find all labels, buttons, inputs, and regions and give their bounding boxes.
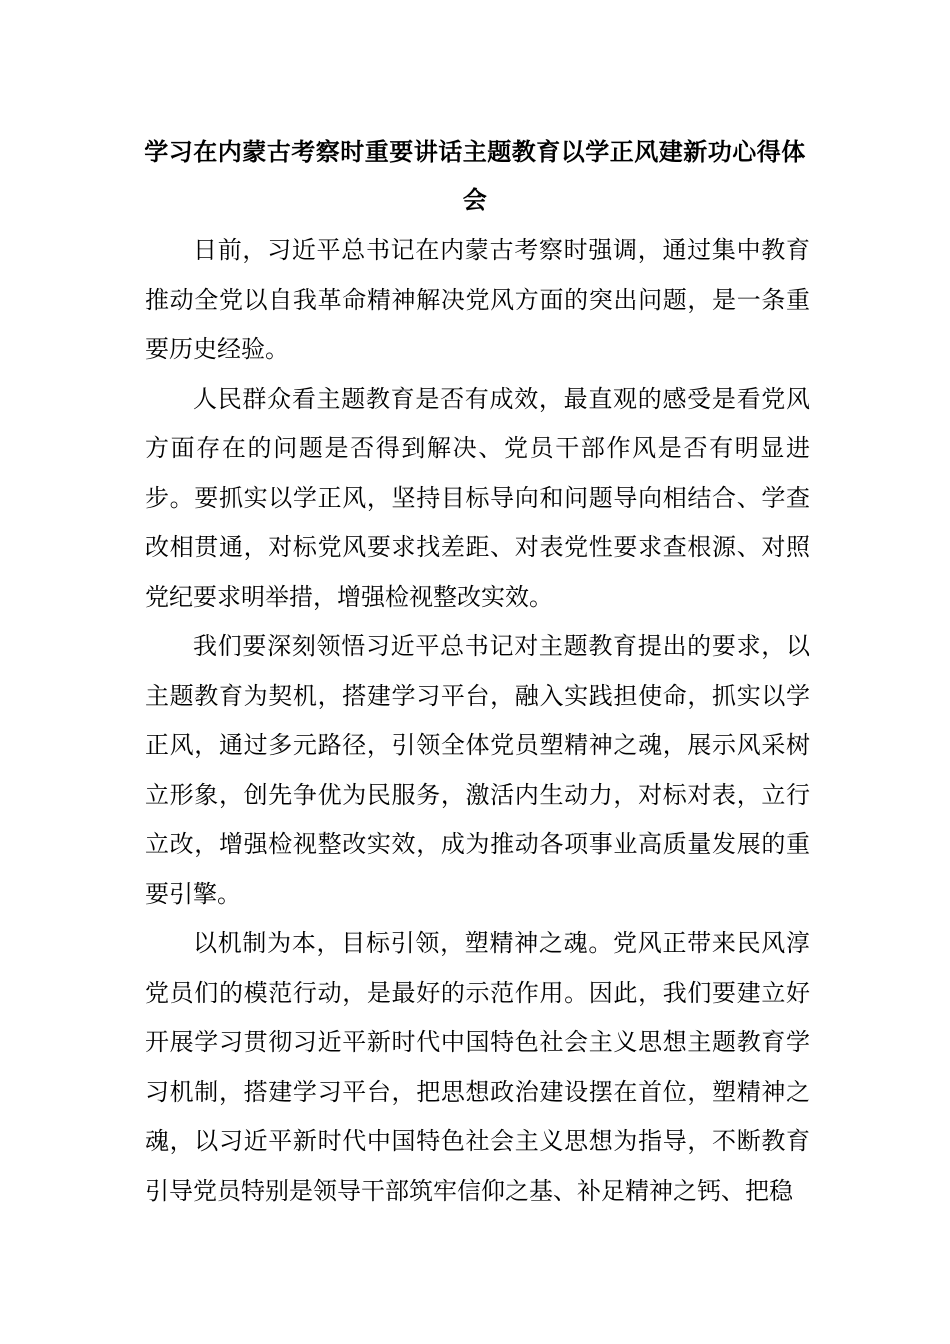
paragraph-4: 以机制为本，目标引领，塑精神之魂。党风正带来民风淳党员们的模范行动，是最好的示范作用。因此，我们要建立好开展学习贯彻习近平新时代中国特色社会主义思想主题教育学习机制，搭建学习平台，把思想政治建设摆在首位，塑精神之魂，以习近平新时代中国特色社会主义思想为指导，不断教育引导党员特别是领导干部筑牢信仰之基、补足精神之钙、把稳 (145, 929, 810, 1205)
paragraph-3: 我们要深刻领悟习近平总书记对主题教育提出的要求，以主题教育为契机，搭建学习平台，融入实践担使命，抓实以学正风，通过多元路径，引领全体党员塑精神之魂，展示风采树立形象，创先争优为民服务，激活内生动力，对标对表，立行立改，增强检视整改实效，成为推动各项事业高质量发展的重要引擎。 (145, 632, 810, 908)
paragraph-1: 日前，习近平总书记在内蒙古考察时强调，通过集中教育推动全党以自我革命精神解决党风方面的突出问题，是一条重要历史经验。 (145, 236, 810, 363)
document-title: 学习在内蒙古考察时重要讲话主题教育以学正风建新功心得体会 (144, 138, 806, 214)
paragraph-2: 人民群众看主题教育是否有成效，最直观的感受是看党风方面存在的问题是否得到解决、党员干部作风是否有明显进步。要抓实以学正风，坚持目标导向和问题导向相结合、学查改相贯通，对标党风要求找差距、对表党性要求查根源、对照党纪要求明举措，增强检视整改实效。 (145, 384, 810, 611)
document-body (145, 226, 810, 1216)
